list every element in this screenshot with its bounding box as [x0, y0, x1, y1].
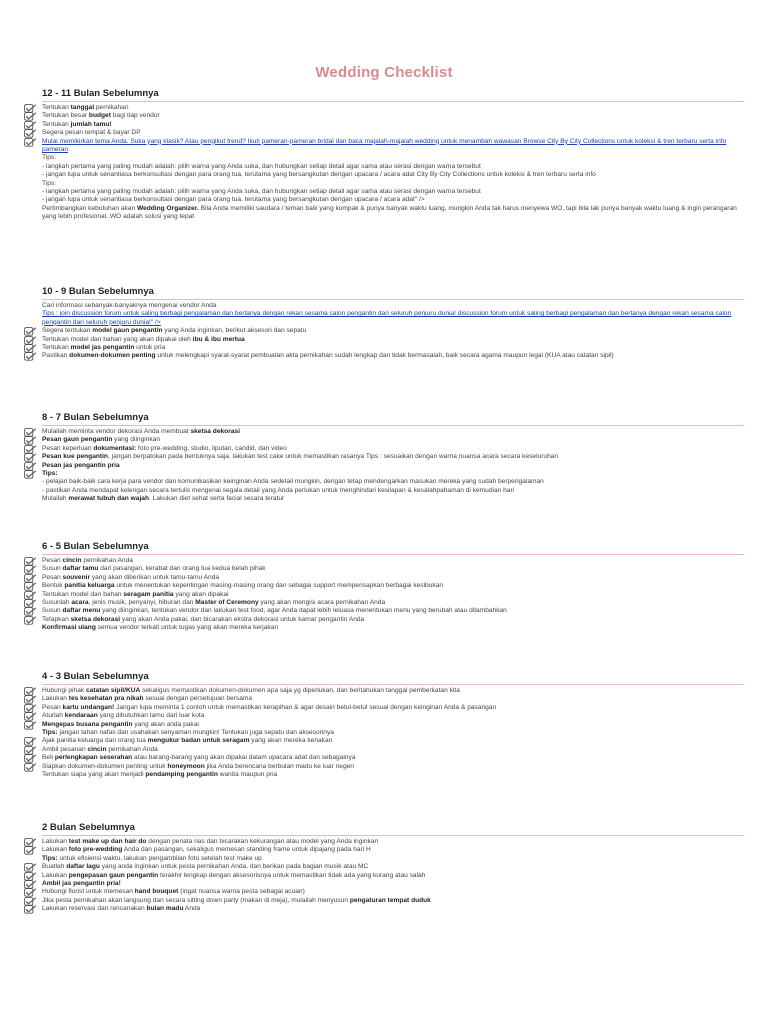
spacer [24, 487, 38, 495]
checklist-item [24, 838, 744, 846]
checklist-item [24, 352, 744, 360]
item-text: Tips: untuk efisiensi waktu, lakukan pengambilan foto setelah test make up [42, 854, 262, 862]
checkbox-icon[interactable] [24, 428, 38, 436]
section-1 [24, 88, 744, 222]
item-text: Jika pesta pernikahan akan langsung dan secara sitting down party (makan di meja), mulailah menyusun pengaturan tempat duduk [42, 896, 431, 904]
checklist-item [24, 310, 744, 327]
item-text: Buatlah daftar lagu yang anda inginkan untuk pesta pernikahan Anda, dan berikan pada bagian musik atau MC [42, 863, 369, 871]
item-text: Tips: [42, 470, 58, 478]
checklist-item [24, 616, 744, 624]
checkbox-icon[interactable] [24, 888, 38, 896]
checkbox-icon[interactable] [24, 721, 38, 729]
checkbox-icon[interactable] [24, 599, 38, 607]
spacer [24, 310, 38, 318]
page-title: Wedding Checklist [315, 64, 453, 81]
item-text: Lakukan test make up dan hair do dengan penata rias dan bicarakan kekurangan atau model yang Anda inginkan [42, 838, 379, 845]
checkbox-icon[interactable] [24, 763, 38, 771]
item-text: Aturlah kendaraan yang dibutuhkan tamu dari luar kota [42, 712, 205, 720]
section-heading: 8 - 7 Bulan Sebelumnya [42, 412, 744, 426]
checkbox-icon[interactable] [24, 712, 38, 720]
checklist-item [24, 721, 744, 729]
item-text: Pesan cincin pernikahan Anda [42, 557, 133, 564]
item-text: - pastikan Anda mendapat kelengan secara tertulis mengenai segala detail yang Anda perlukan untuk menghindari kesilapan & kesalahpahaman di kemudian hari [42, 486, 515, 494]
checkbox-icon[interactable] [24, 905, 38, 913]
item-text: Tips: [42, 179, 57, 187]
item-text: Susun daftar tamu dari pasangan, kerabat dan orang tua kedua belah pihak [42, 565, 266, 573]
checklist-item [24, 863, 744, 871]
checklist-item [24, 205, 744, 222]
item-text: - jangan lupa untuk senantiasa berkonsultasi dengan para orang tua, terutama yang bersangkutan dengan upacara / acara adat City By City Collections untuk koleksi & tren terbaru serta info [42, 171, 596, 179]
checkbox-icon[interactable] [24, 880, 38, 888]
checklist-item [24, 763, 744, 771]
checkbox-icon[interactable] [24, 453, 38, 461]
spacer [24, 171, 38, 179]
item-text: Tentukan jumlah tamu! [42, 120, 112, 128]
checkbox-icon[interactable] [24, 445, 38, 453]
checkbox-icon[interactable] [24, 616, 38, 624]
checkbox-icon[interactable] [24, 746, 38, 754]
checkbox-icon[interactable] [24, 838, 38, 846]
checklist-item [24, 112, 744, 120]
spacer [24, 302, 38, 310]
checkbox-icon[interactable] [24, 687, 38, 695]
checkbox-icon[interactable] [24, 574, 38, 582]
checkbox-icon[interactable] [24, 344, 38, 352]
checklist-item [24, 104, 744, 112]
section-6 [24, 822, 744, 914]
item-text: Pesan jas pengantin pria [42, 461, 120, 469]
checkbox-icon[interactable] [24, 704, 38, 712]
item-text: Tentukan model dan bahan yang akan dipakai oleh ibu & ibu mertua [42, 335, 245, 343]
checkbox-icon[interactable] [24, 352, 38, 360]
spacer [24, 163, 38, 171]
section-4 [24, 541, 744, 633]
checklist-item [24, 470, 744, 478]
checklist-item [24, 344, 744, 352]
item-text: Ambil pesanan cincin pernikahan Anda [42, 745, 158, 753]
checklist-item [24, 754, 744, 762]
checklist-item [24, 880, 744, 888]
checkbox-icon[interactable] [24, 436, 38, 444]
spacer [24, 154, 38, 162]
checkbox-icon[interactable] [24, 327, 38, 335]
checklist-item [24, 436, 744, 444]
item-text: Susunlah acara, jenis musik, penyanyi, hiburan dan Master of Ceremony yang akan mengisi acara pernikahan Anda [42, 599, 386, 607]
spacer [24, 196, 38, 204]
item-text: Konfirmasi ulang semua vendor terkait untuk tugas yang akan mereka kerjakan [42, 624, 279, 632]
checkbox-icon[interactable] [24, 129, 38, 137]
item-text: Tentukan siapa yang akan menjadi pendamping pengantin wanita maupun pria [42, 771, 278, 779]
checkbox-icon[interactable] [24, 846, 38, 854]
checklist-item [24, 687, 744, 695]
checkbox-icon[interactable] [24, 591, 38, 599]
item-text: Mulailah merawat tubuh dan wajah. Lakukan diet sehat serta facial secara teratur [42, 495, 285, 503]
item-text: Mulai memikirkan tema Anda. Suka yang klasik? Atau pengikut trend? Ikuti pameran-pameran bridal dan baca majalah-majalah wedding untuk menambah wawasan Browse City By City Collections untuk koleksi & tren terbaru serta info pameran [42, 137, 727, 154]
checklist-item [24, 428, 744, 436]
spacer [24, 188, 38, 196]
spacer [24, 180, 38, 188]
checklist-item [24, 163, 744, 171]
checkbox-icon[interactable] [24, 121, 38, 129]
item-text: Ajak panitia keluarga dan orang tua mengukur badan untuk seragam yang akan mereka kenakan [42, 737, 333, 745]
spacer [24, 729, 38, 737]
checklist-item [24, 453, 744, 461]
checklist-item [24, 487, 744, 495]
item-text: Lakukan foto pre-wedding Anda dan pasangan, sekaligus memesan standing frame untuk dipajang pada hari H [42, 846, 371, 854]
checklist-item [24, 704, 744, 712]
spacer [24, 771, 38, 779]
checklist-item [24, 855, 744, 863]
checklist-item [24, 327, 744, 335]
item-text: Lakukan pengepasan gaun pengantin terakhir lengkap dengan aksesorisnya untuk memastikan tidak ada yang kurang atau salah [42, 871, 426, 879]
checkbox-icon[interactable] [24, 565, 38, 573]
checkbox-icon[interactable] [24, 737, 38, 745]
checkbox-icon[interactable] [24, 112, 38, 120]
checklist-item [24, 336, 744, 344]
checklist-item [24, 591, 744, 599]
item-text: Pesan kartu undangan! Jangan lupa meminta 1 contoh untuk memastikan kerapihan & agar desain betul-betul sesuai dengan keinginan Anda & pasangan [42, 703, 497, 711]
checkbox-icon[interactable] [24, 754, 38, 762]
item-text: - pelajari baik-baik cara kerja para vendor dan komunikasikan keinginan Anda sedetail mungkin, dengan tetap mendengarkan masukan mereka yang sudah berpengalaman [42, 478, 544, 486]
checklist-item [24, 888, 744, 896]
checklist-item [24, 171, 744, 179]
checklist-item [24, 574, 744, 582]
item-text: - langkah pertama yang paling mudah adalah: pilih warna yang Anda suka, dan hubungkan setiap detail agar sama atau serasi dengan warna tersebut [42, 162, 481, 170]
checklist-item [24, 196, 744, 204]
item-text: Tips: [42, 154, 57, 162]
item-text: - jangan lupa untuk senantiasa berkonsultasi dengan para orang tua, terutama yang bersangkutan dengan upacara / acara adat" /> [42, 196, 425, 204]
checklist-item [24, 154, 744, 162]
checklist-item [24, 180, 744, 188]
item-text: Lakukan tes kesehatan pra nikah sesuai dengan persetujuan bersama [42, 695, 253, 703]
item-text: Pesan kue pengantin, jangan berpatokan pada bentuknya saja, lakukan test cake untuk memastikan rasanya Tips : sesuaikan dengan warna nuansa acara secara keseluruhan [42, 453, 559, 461]
checkbox-icon[interactable] [24, 863, 38, 871]
checklist-item [24, 188, 744, 196]
item-text: Tetapkan sketsa dekorasi yang akan Anda pakai, dan bicarakan ekstra dekorasi untuk kamar pengantin Anda [42, 615, 365, 623]
checkbox-icon[interactable] [24, 470, 38, 478]
item-text: Tentukan model jas pengantin untuk pria [42, 344, 166, 352]
checklist-item [24, 695, 744, 703]
section-5 [24, 671, 744, 779]
item-text: Segera tentukan model gaun pengantin yang Anda inginkan, berikut aksesori dan sepatu [42, 327, 307, 335]
item-text: Pesan keperluan dokumentasi: foto pre-wedding, studio, liputan, candid, dan video [42, 444, 287, 452]
item-text: Ambil jas pengantin pria! [42, 880, 121, 888]
spacer [24, 624, 38, 632]
item-text: Tips: jangan tahan nafas dan usahakan senyaman mungkin! Tentukan juga sepatu dan aksesorinya [42, 729, 334, 737]
checklist-item [24, 712, 744, 720]
checklist-item [24, 462, 744, 470]
section-heading: 4 - 3 Bulan Sebelumnya [42, 671, 744, 685]
checklist-item [24, 557, 744, 565]
item-text: Tentukan model dan bahan seragam panitia yang akan dipakai [42, 590, 229, 598]
item-text: Tentukan tanggal pernikahan [42, 104, 129, 111]
checklist-item [24, 302, 744, 310]
checkbox-icon[interactable] [24, 582, 38, 590]
item-text: Hubungi florist untuk memesan hand bouquet (ingat nuansa warna pesta sebagai acuan) [42, 888, 305, 896]
checklist-item [24, 737, 744, 745]
checklist-item [24, 565, 744, 573]
spacer [24, 855, 38, 863]
item-text: Pertimbangkan kebutuhan akan Wedding Organizer. Bila Anda memiliki saudara / teman baik yang kompak & punya banyak waktu luang, mungkin Anda tak harus menyewa WO, tapi bila tak punya banyak waktu luang & ingin perangaran yang lebih profesional, WO adalah solusi yang tepat [42, 204, 737, 221]
section-2 [24, 286, 744, 361]
checklist-item [24, 129, 744, 137]
checkbox-icon[interactable] [24, 104, 38, 112]
checkbox-icon[interactable] [24, 607, 38, 615]
checkbox-icon[interactable] [24, 557, 38, 565]
section-heading: 12 - 11 Bulan Sebelumnya [42, 88, 744, 102]
section-heading: 2 Bulan Sebelumnya [42, 822, 744, 836]
item-text: Mulailah meminta vendor dekorasi Anda membuat sketsa dekorasi [42, 428, 240, 435]
checklist-item [24, 771, 744, 779]
item-text: Pastikan dokumen-dokumen penting untuk melengkapi syarat-syarat pembuatan akta pernikahan sudah lengkap dan tidak bermasalah, baik secara agama maupun legal (KUA atau catatan sipil) [42, 352, 614, 360]
item-text: Pesan gaun pengantin yang diinginkan [42, 436, 161, 444]
checklist-item [24, 478, 744, 486]
checkbox-icon[interactable] [24, 872, 38, 880]
item-text: Bentuk panitia keluarga untuk menentukan kepentingan masing-masing orang dan sebagai support memperisapkan berbagai kesibukan [42, 582, 444, 590]
checklist-item [24, 445, 744, 453]
checkbox-icon[interactable] [24, 462, 38, 470]
checkbox-icon[interactable] [24, 336, 38, 344]
item-text: Hubungi pihak catatan sipil/KUA sekaligus memastikan dokumen-dokumen apa saja yg diperlukan, dan beritahukan tanggal pemberkatan kita [42, 687, 460, 694]
checklist-item [24, 495, 744, 503]
item-text: Tentukan besar budget bagi tiap vendor [42, 112, 160, 120]
checklist-item [24, 897, 744, 905]
checklist-item [24, 599, 744, 607]
checklist-item [24, 121, 744, 129]
checkbox-icon[interactable] [24, 897, 38, 905]
section-heading: 6 - 5 Bulan Sebelumnya [42, 541, 744, 555]
checklist-item [24, 729, 744, 737]
item-text: Tips : join discussion forum untuk saling berbagi pengalaman dan bertanya dengan rekan sesama calon pengantin dari seluruh penjuru dunia! discussion forum untuk saling berbagi pengalaman dan bertanya dengan rekan sesama calon pengantin dari seluruh penjuru dunia!" /> [42, 310, 732, 326]
checklist-item [24, 607, 744, 615]
checkbox-icon[interactable] [24, 138, 38, 146]
checklist-item [24, 846, 744, 854]
item-text: Lakukan reservasi dan rencanakan bulan madu Anda [42, 905, 201, 913]
item-text: Segera pesan tempat & bayar DP [42, 129, 141, 137]
checklist-item [24, 138, 744, 155]
item-text: Siapkan dokumen-dokumen penting untuk honeymoon jika Anda berencana berbulan madu ke luar negeri [42, 762, 354, 770]
spacer [24, 495, 38, 503]
section-3 [24, 412, 744, 504]
checklist-item [24, 582, 744, 590]
checklist-item [24, 746, 744, 754]
item-text: Pesan souvenir yang akan diberikan untuk tamu-tamu Anda [42, 573, 220, 581]
item-text: Beli perlengkapan seserahan atau barang-barang yang akan dipakai dalam upacara adat dan sebagainya [42, 754, 356, 762]
item-text: Cari informasi sebanyak-banyaknya mengenai vendor Anda [42, 302, 217, 309]
checklist-item [24, 872, 744, 880]
spacer [24, 478, 38, 486]
item-text: - langkah pertama yang paling mudah adalah: pilih warna yang Anda suka, dan hubungkan setiap detail agar sama atau serasi dengan warna tersebut [42, 188, 481, 196]
item-text: Mengepas busana pengantin yang akan anda pakai [42, 720, 199, 728]
checklist-item [24, 905, 744, 913]
section-heading: 10 - 9 Bulan Sebelumnya [42, 286, 744, 300]
checklist-item [24, 624, 744, 632]
spacer [24, 205, 38, 213]
checkbox-icon[interactable] [24, 695, 38, 703]
item-text: Susun daftar menu yang diinginkan, tentukan vendor dan lakukan test food, agar Anda dapat lebih leluasa menentukan menu yang berubah atau ditambahkan [42, 607, 507, 615]
